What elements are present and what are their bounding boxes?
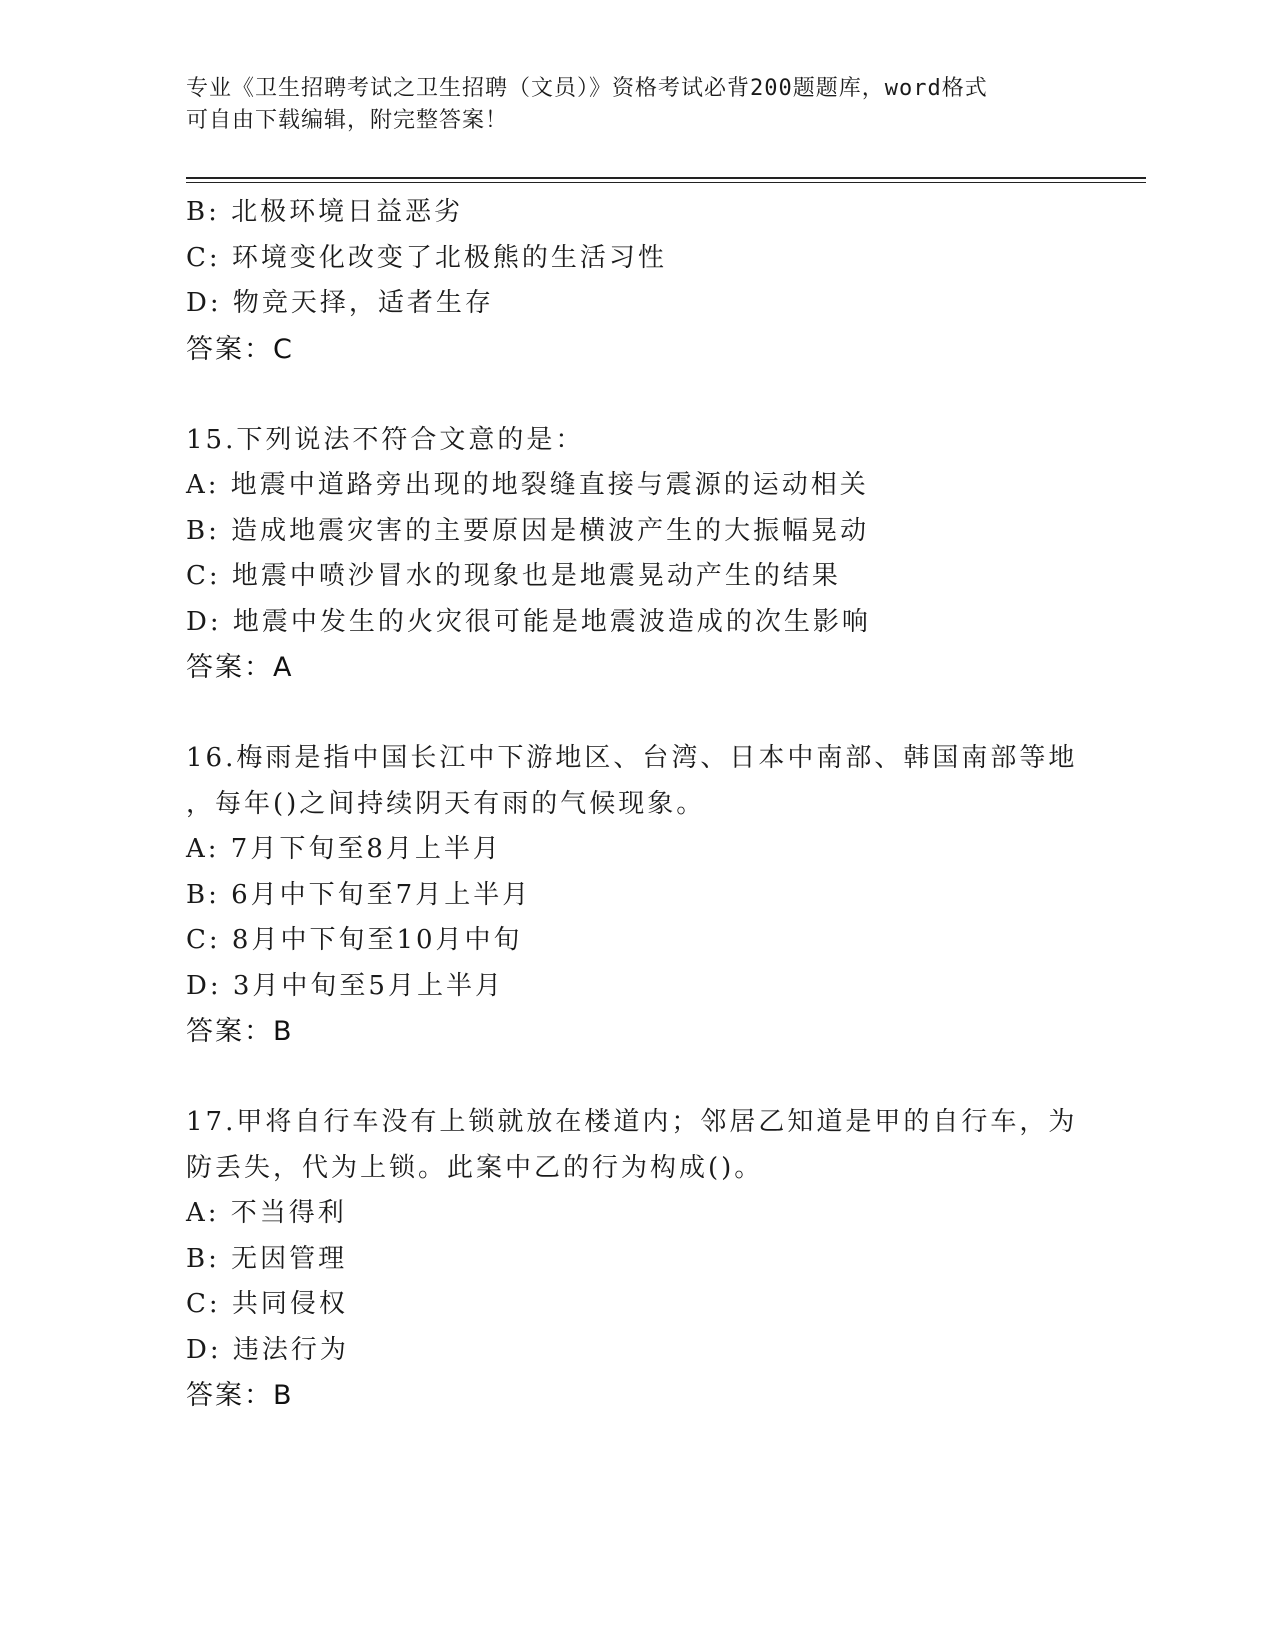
header-line-1: 专业《卫生招聘考试之卫生招聘（文员）》资格考试必背200题题库，word格式 — [186, 76, 988, 101]
answer-line: 答案：B — [186, 1016, 294, 1047]
option-d: D: 3月中旬至5月上半月 — [186, 970, 504, 1001]
option-a: A: 7月下旬至8月上半月 — [186, 834, 502, 864]
question-15 — [186, 418, 1146, 691]
option-a: A: 地震中道路旁出现的地裂缝直接与震源的运动相关 — [186, 470, 869, 500]
question-stem: 17.甲将自行车没有上锁就放在楼道内；邻居乙知道是甲的自行车，为 — [186, 1107, 1078, 1137]
option-d: D: 地震中发生的火灾很可能是地震波造成的次生影响 — [186, 606, 871, 637]
header-line-2: 可自由下载编辑，附完整答案！ — [186, 108, 509, 133]
question-16 — [186, 736, 1146, 1055]
document-header — [186, 73, 1086, 137]
option-b: B: 无因管理 — [186, 1243, 348, 1274]
option-b: B: 6月中下旬至7月上半月 — [186, 879, 532, 910]
header-rule-thick — [186, 177, 1146, 179]
option-d: D: 物竞天择，适者生存 — [186, 288, 494, 318]
spacer — [186, 372, 1146, 418]
question-stem: 16.梅雨是指中国长江中下游地区、台湾、日本中南部、韩国南部等地 — [186, 743, 1078, 773]
option-b: B: 北极环境日益恶劣 — [186, 197, 464, 227]
option-c: C: 地震中喷沙冒水的现象也是地震晃动产生的结果 — [186, 561, 841, 591]
question-list — [186, 190, 1146, 1419]
option-a: A: 不当得利 — [186, 1198, 347, 1228]
option-c: C: 环境变化改变了北极熊的生活习性 — [186, 242, 667, 273]
option-c: C: 8月中下旬至10月中旬 — [186, 925, 523, 955]
option-d: D: 违法行为 — [186, 1334, 349, 1365]
question-stem-continued: 防丢失，代为上锁。此案中乙的行为构成()。 — [186, 1152, 764, 1183]
answer-line: 答案：A — [186, 652, 294, 683]
answer-line: 答案：C — [186, 333, 294, 365]
question-stem-continued: ，每年()之间持续阴天有雨的气候现象。 — [186, 788, 706, 819]
answer-line: 答案：B — [186, 1380, 294, 1411]
question-stem: 15.下列说法不符合文意的是： — [186, 424, 585, 455]
option-c: C: 共同侵权 — [186, 1289, 348, 1319]
spacer — [186, 1055, 1146, 1101]
question-17 — [186, 1100, 1146, 1419]
spacer — [186, 691, 1146, 737]
header-rule-thin — [186, 182, 1146, 183]
option-b: B: 造成地震灾害的主要原因是横波产生的大振幅晃动 — [186, 515, 870, 546]
question-partial — [186, 190, 1146, 372]
